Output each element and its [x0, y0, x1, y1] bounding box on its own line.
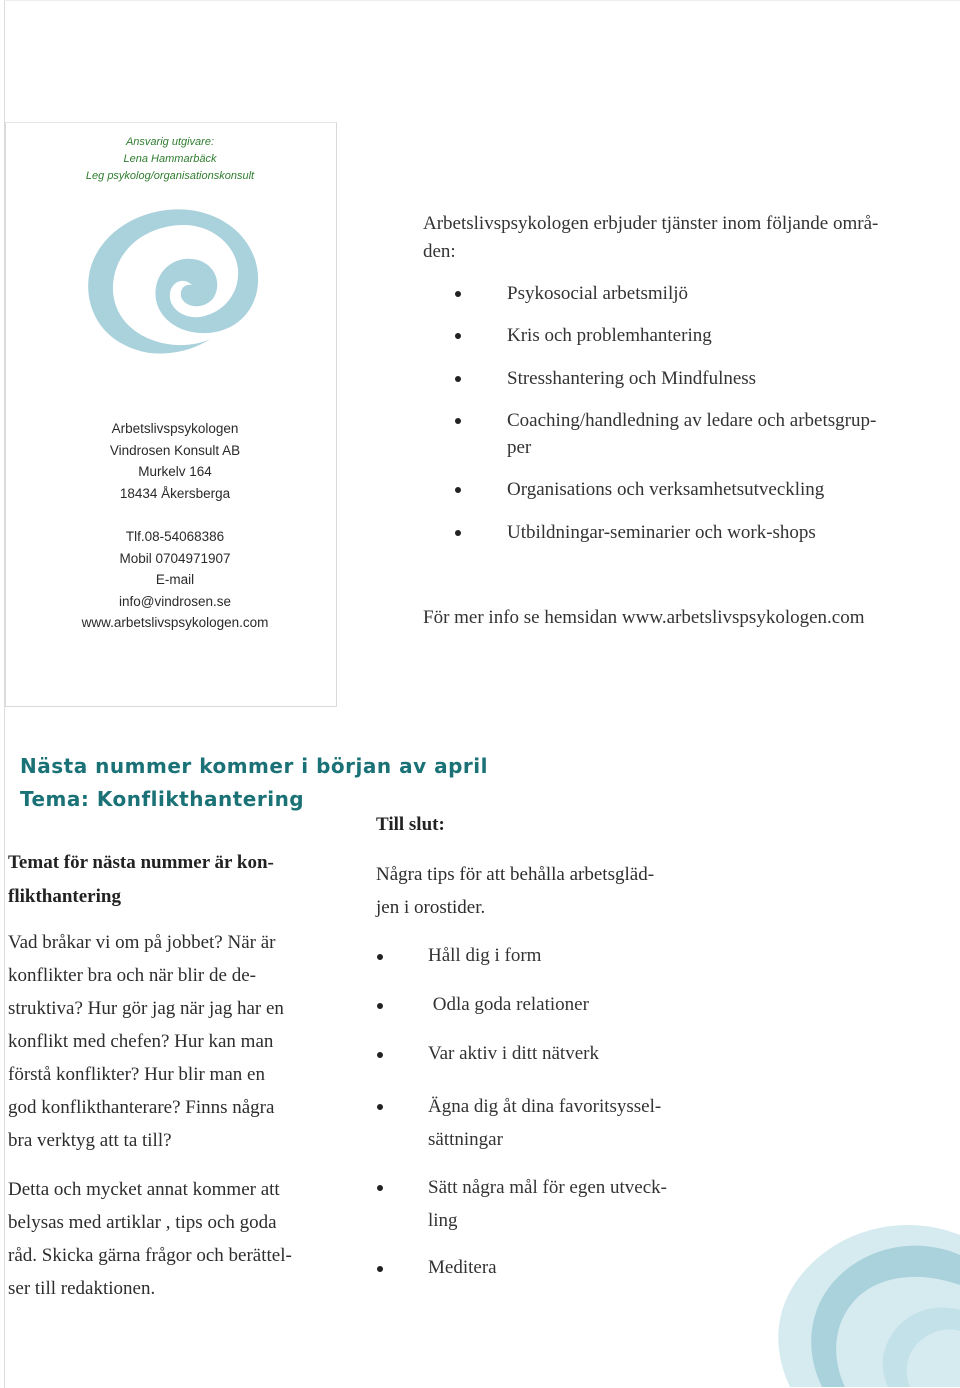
mobile: Mobil 0704971907	[119, 550, 231, 566]
service-label-line1: Coaching/handledning av ledare och arbetsgrup-	[507, 410, 877, 431]
company-name: Vindrosen Konsult AB	[109, 442, 241, 458]
bullet-icon	[377, 1266, 383, 1272]
bullet-icon	[455, 333, 461, 339]
theme-subheading-line2: flikthantering	[8, 886, 121, 907]
street-address: Murkelv 164	[138, 464, 212, 479]
till-slut-heading: Till slut:	[376, 814, 445, 835]
bullet-icon	[377, 954, 383, 960]
tip-label-line2: ling	[428, 1210, 458, 1231]
tips-intro-line2: jen i orostider.	[376, 897, 486, 918]
org-name: Arbetslivspsykologen	[111, 421, 239, 436]
paragraph-line: konflikt med chefen? Hur kan man	[8, 1031, 274, 1052]
paragraph-line: god konflikthanterare? Finns några	[8, 1097, 275, 1118]
publisher-title: Leg psykolog/organisationskonsult	[85, 170, 255, 182]
paragraph-line: bra verktyg att ta till?	[8, 1130, 172, 1151]
bullet-icon	[377, 1052, 383, 1058]
services-intro-line2: den:	[423, 241, 456, 262]
paragraph-line: ser till redaktionen.	[8, 1278, 156, 1299]
address-block	[25, 418, 325, 504]
services-intro	[423, 210, 943, 266]
paragraph-line: belysas med artiklar , tips och goda	[8, 1212, 277, 1233]
bullet-icon	[455, 530, 461, 536]
next-issue-headline: Nästa nummer kommer i början av april	[20, 754, 488, 778]
theme-paragraph-2	[8, 1173, 348, 1305]
tip-label-line2: sättningar	[428, 1129, 503, 1150]
next-issue-theme: Tema: Konflikthantering	[20, 787, 305, 811]
service-label	[507, 407, 937, 461]
paragraph-line: förstå konflikter? Hur blir man en	[8, 1064, 265, 1085]
email-label: E-mail	[155, 572, 195, 587]
bullet-icon	[455, 376, 461, 382]
theme-subheading-line1: Temat för nästa nummer är kon-	[8, 852, 274, 873]
tip-label: Odla goda relationer	[428, 994, 589, 1015]
service-label-line2: per	[507, 437, 532, 458]
bullet-icon	[455, 418, 461, 424]
contact-details	[25, 526, 325, 634]
website-link[interactable]: www.arbetslivspsykologen.com	[81, 615, 269, 630]
service-label: Utbildningar-seminarier och work-shops	[507, 522, 816, 543]
publisher-name: Lena Hammarbäck	[123, 153, 217, 165]
paragraph-line: konflikter bra och när blir de de-	[8, 965, 256, 986]
tips-intro-line1: Några tips för att behålla arbetsgläd-	[376, 864, 655, 885]
service-label: Organisations och verksamhetsutveckling	[507, 479, 825, 500]
theme-subheading	[8, 846, 338, 914]
service-label: Kris och problemhantering	[507, 325, 712, 346]
tip-label-line1: Ägna dig åt dina favoritsyssel-	[428, 1096, 662, 1117]
paragraph-line: struktiva? Hur gör jag när jag har en	[8, 998, 284, 1019]
paragraph-line: Vad bråkar vi om på jobbet? När är	[8, 932, 276, 953]
service-item	[455, 407, 935, 461]
theme-paragraph-1	[8, 926, 348, 1157]
bullet-icon	[455, 291, 461, 297]
tip-label-line1: Sätt några mål för egen utveck-	[428, 1177, 667, 1198]
publisher-block	[40, 134, 300, 185]
more-info: För mer info se hemsidan www.arbetslivspsykologen.com	[423, 607, 865, 628]
services-intro-line1: Arbetslivspsykologen erbjuder tjänster inom följande områ-	[423, 213, 879, 234]
swirl-corner-icon	[760, 1215, 960, 1387]
phone: Tlf.08-54068386	[125, 529, 225, 544]
tips-intro	[376, 858, 736, 924]
bullet-icon	[377, 1003, 383, 1009]
bullet-icon	[455, 487, 461, 493]
email-link[interactable]: info@vindrosen.se	[118, 593, 231, 609]
tip-label: Var aktiv i ditt nätverk	[428, 1043, 599, 1064]
tip-label: Håll dig i form	[428, 945, 542, 966]
postal-address: 18434 Åkersberga	[119, 485, 231, 501]
service-label: Psykosocial arbetsmiljö	[507, 283, 689, 304]
tip-label	[428, 1090, 858, 1156]
paragraph-line: råd. Skicka gärna frågor och berättel-	[8, 1245, 292, 1266]
tip-label: Meditera	[428, 1257, 497, 1278]
publisher-label: Ansvarig utgivare:	[125, 136, 215, 148]
bullet-icon	[377, 1104, 383, 1110]
swirl-logo	[80, 205, 265, 355]
paragraph-line: Detta och mycket annat kommer att	[8, 1179, 280, 1200]
bullet-icon	[377, 1185, 383, 1191]
service-label: Stresshantering och Mindfulness	[507, 368, 757, 389]
